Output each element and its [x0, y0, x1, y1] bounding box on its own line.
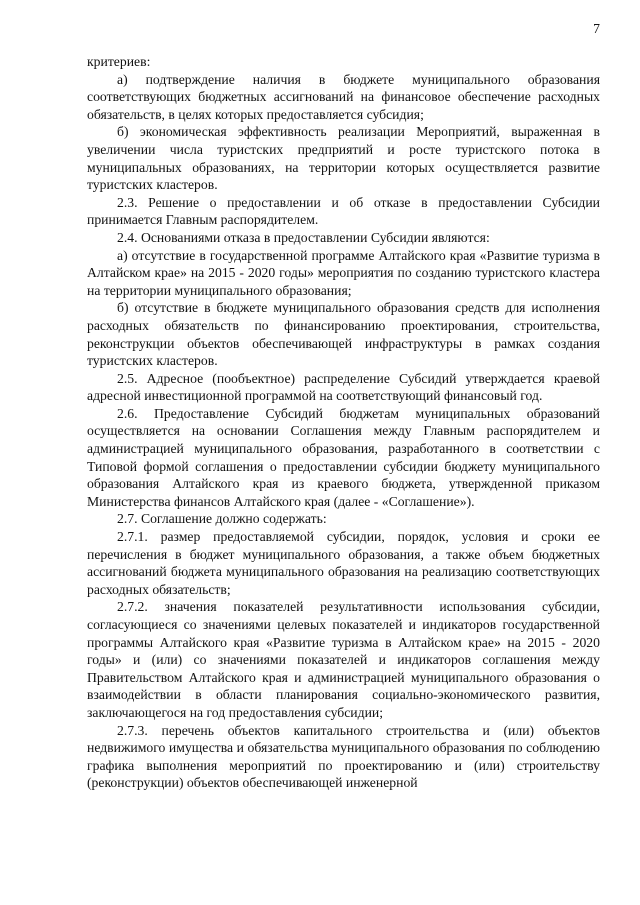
paragraph: 2.7.3. перечень объектов капитального строительства и (или) объектов недвижимого имущества и обязательства муниципального образования по соблюдению графика выполнения мероприятий по проектированию и (или) строительству (реконструкции) объектов обеспечивающей инженерной [87, 722, 600, 791]
document-body [87, 53, 600, 792]
paragraph: а) подтверждение наличия в бюджете муниципального образования соответствующих бюджетных ассигнований на финансовое обеспечение расходных обязательств, в целях которых предоставляется субсидия; [87, 71, 600, 122]
paragraph: 2.7. Соглашение должно содержать: [117, 511, 327, 527]
paragraph: 2.6. Предоставление Субсидий бюджетам муниципальных образований осуществляется на основании Соглашения между Главным распорядителем и администрацией муниципального образования, разработанного в соответствии с Типовой формой соглашения о предоставлении субсидии бюджету муниципального образования Алтайского края из краевого бюджета, утвержденной приказом Министерства финансов Алтайского края (далее - «Соглашение»). [87, 405, 600, 509]
paragraph: б) отсутствие в бюджете муниципального образования средств для исполнения расходных обязательств по финансированию проектирования, строительства, реконструкции объектов обеспечивающей инфраструктуры в рамках создания туристских кластеров. [87, 300, 600, 369]
paragraph: а) отсутствие в государственной программе Алтайского края «Развитие туризма в Алтайском крае» на 2015 - 2020 годы» мероприятия по созданию туристского кластера на территории муниципального образования; [87, 247, 600, 298]
paragraph: 2.7.2. значения показателей результативности использования субсидии, согласующиеся со значениями целевых показателей и индикаторов государственной программы Алтайского края «Развитие туризма в Алтайском крае» на 2015 - 2020 годы» и (или) со значениями показателей и индикаторов соглашения между Правительством Алтайского края и администрацией муниципального образования о взаимодействии в области планирования социально-экономического развития, заключающегося на год предоставления субсидии; [87, 599, 600, 720]
paragraph: 2.5. Адресное (пообъектное) распределение Субсидий утверждается краевой адресной инвестиционной программой на соответствующий финансовый год. [87, 370, 600, 404]
paragraph: критериев: [87, 54, 151, 69]
paragraph: 2.7.1. размер предоставляемой субсидии, порядок, условия и сроки ее перечисления в бюджет муниципального образования, а также объем бюджетных ассигнований бюджета муниципального образования на реализацию соответствующих расходных обязательств; [87, 529, 600, 597]
page-number: 7 [593, 21, 600, 36]
paragraph: 2.3. Решение о предоставлении и об отказе в предоставлении Субсидии принимается Главным распорядителем. [87, 194, 600, 228]
paragraph: б) экономическая эффективность реализации Мероприятий, выраженная в увеличении числа туристских предприятий и росте туристского потока в муниципальных образованиях, на территории которых осуществляется развитие туристских кластеров. [87, 124, 600, 193]
paragraph: 2.4. Основаниями отказа в предоставлении Субсидии являются: [117, 229, 490, 245]
